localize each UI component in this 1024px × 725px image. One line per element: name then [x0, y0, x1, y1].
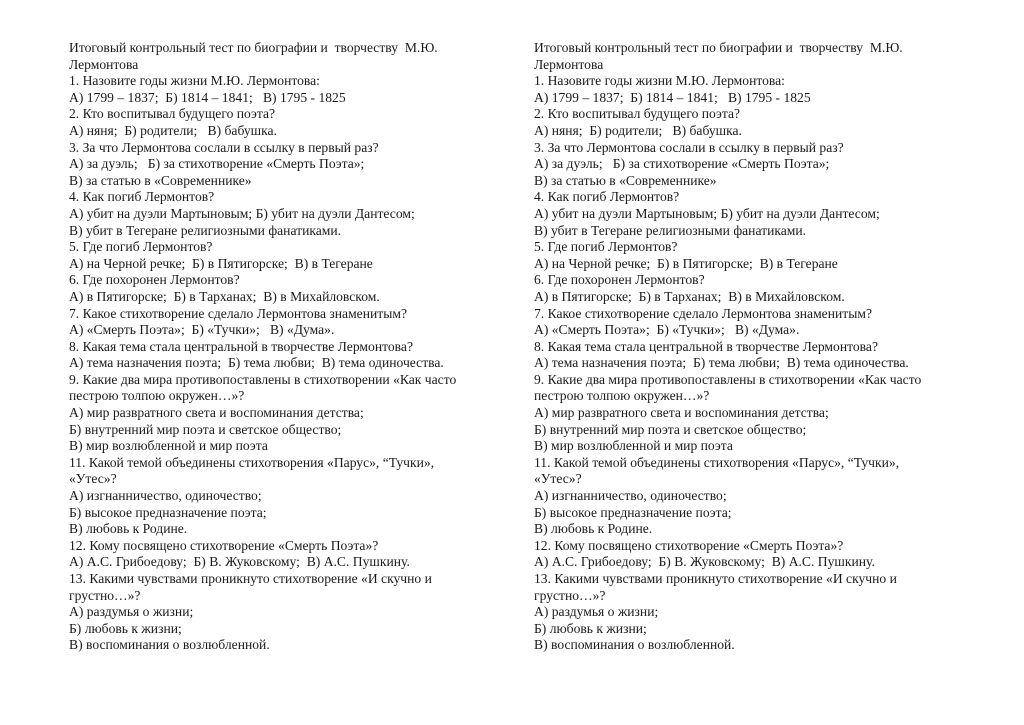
text-line: 9. Какие два мира противопоставлены в стихотворении «Как часто: [534, 371, 922, 387]
text-line: 7. Какое стихотворение сделало Лермонтова знаменитым?: [534, 305, 872, 321]
text-line: А) мир развратного света и воспоминания детства;: [69, 405, 364, 421]
text-line: А) тема назначения поэта; Б) тема любви; В) тема одиночества.: [69, 355, 444, 371]
text-line: А) изгнанничество, одиночество;: [534, 488, 727, 504]
text-line: Б) любовь к жизни;: [69, 620, 182, 636]
text-line: В) мир возлюбленной и мир поэта: [69, 438, 268, 454]
text-line: А) мир развратного света и воспоминания детства;: [534, 405, 829, 421]
test-title-line: Итоговый контрольный тест по биографии и творчеству М.Ю.: [69, 40, 438, 55]
text-line: А) за дуэль; Б) за стихотворение «Смерть Поэта»;: [534, 156, 830, 172]
text-line: 4. Как погиб Лермонтов?: [534, 189, 680, 205]
text-line: Б) высокое предназначение поэта;: [534, 504, 732, 520]
text-line: 6. Где похоронен Лермонтов?: [69, 272, 240, 288]
text-line: Лермонтова: [69, 56, 139, 72]
text-line: Б) внутренний мир поэта и светское общество;: [534, 421, 807, 437]
text-line: В) любовь к Родине.: [534, 521, 653, 537]
test-column-right: [534, 40, 974, 654]
text-line: А) раздумья о жизни;: [69, 604, 194, 620]
text-line: 3. За что Лермонтова сослали в ссылку в первый раз?: [534, 139, 844, 155]
text-line: А) в Пятигорске; Б) в Тарханах; В) в Михайловском.: [69, 288, 380, 304]
text-line: грустно…»?: [534, 587, 606, 603]
text-line: А) убит на дуэли Мартыновым; Б) убит на дуэли Дантесом;: [69, 205, 415, 221]
text-line: А) раздумья о жизни;: [534, 604, 659, 620]
text-line: 11. Какой темой объединены стихотворения «Парус», “Тучки»,: [69, 454, 435, 470]
text-line: 2. Кто воспитывал будущего поэта?: [534, 106, 741, 122]
text-line: В) любовь к Родине.: [69, 521, 188, 537]
text-line: 7. Какое стихотворение сделало Лермонтова знаменитым?: [69, 305, 407, 321]
text-line: 6. Где похоронен Лермонтов?: [534, 272, 705, 288]
text-line: 8. Какая тема стала центральной в творчестве Лермонтова?: [69, 338, 413, 354]
text-line: В) убит в Тегеране религиозными фанатиками.: [69, 222, 342, 238]
text-line: 11. Какой темой объединены стихотворения «Парус», “Тучки»,: [534, 454, 900, 470]
text-line: пестрою толпою окружен…»?: [534, 388, 710, 404]
text-line: «Утес»?: [69, 471, 117, 487]
text-line: А) 1799 – 1837; Б) 1814 – 1841; В) 1795 - 1825: [69, 89, 346, 105]
text-line: А) няня; Б) родители; В) бабушка.: [69, 122, 277, 138]
text-line: 8. Какая тема стала центральной в творчестве Лермонтова?: [534, 338, 878, 354]
text-line: А) в Пятигорске; Б) в Тарханах; В) в Михайловском.: [534, 288, 845, 304]
text-line: В) мир возлюбленной и мир поэта: [534, 438, 733, 454]
text-line: Б) любовь к жизни;: [534, 620, 647, 636]
text-line: А) А.С. Грибоедову; Б) В. Жуковскому; В) А.С. Пушкину.: [534, 554, 875, 570]
test-column-left: [69, 40, 509, 654]
text-line: В) убит в Тегеране религиозными фанатиками.: [534, 222, 807, 238]
text-line: 4. Как погиб Лермонтов?: [69, 189, 215, 205]
text-line: 9. Какие два мира противопоставлены в стихотворении «Как часто: [69, 371, 457, 387]
text-line: 12. Кому посвящено стихотворение «Смерть Поэта»?: [69, 537, 379, 553]
text-line: Б) внутренний мир поэта и светское общество;: [69, 421, 342, 437]
text-line: В) воспоминания о возлюбленной.: [69, 637, 270, 653]
text-line: А) тема назначения поэта; Б) тема любви; В) тема одиночества.: [534, 355, 909, 371]
text-line: 1. Назовите годы жизни М.Ю. Лермонтова:: [69, 73, 320, 89]
text-line: В) за статью в «Современнике»: [69, 172, 252, 188]
text-line: А) «Смерть Поэта»; Б) «Тучки»; В) «Дума».: [534, 322, 800, 338]
text-line: 13. Какими чувствами проникнуто стихотворение «И скучно и: [534, 571, 897, 586]
text-line: 1. Назовите годы жизни М.Ю. Лермонтова:: [534, 73, 785, 89]
text-line: А) няня; Б) родители; В) бабушка.: [534, 122, 742, 138]
text-line: Лермонтова: [534, 56, 604, 72]
text-line: 5. Где погиб Лермонтов?: [534, 239, 678, 255]
text-line: 3. За что Лермонтова сослали в ссылку в первый раз?: [69, 139, 379, 155]
text-line: В) воспоминания о возлюбленной.: [534, 637, 735, 653]
text-line: В) за статью в «Современнике»: [534, 172, 717, 188]
text-line: 12. Кому посвящено стихотворение «Смерть Поэта»?: [534, 537, 844, 553]
text-line: 2. Кто воспитывал будущего поэта?: [69, 106, 276, 122]
text-line: А) на Черной речке; Б) в Пятигорске; В) в Тегеране: [69, 255, 373, 271]
text-line: 13. Какими чувствами проникнуто стихотворение «И скучно и: [69, 571, 432, 586]
text-line: А) убит на дуэли Мартыновым; Б) убит на дуэли Дантесом;: [534, 205, 880, 221]
text-line: А) изгнанничество, одиночество;: [69, 488, 262, 504]
text-line: А) «Смерть Поэта»; Б) «Тучки»; В) «Дума».: [69, 322, 335, 338]
text-line: А) А.С. Грибоедову; Б) В. Жуковскому; В) А.С. Пушкину.: [69, 554, 410, 570]
text-line: «Утес»?: [534, 471, 582, 487]
text-line: Б) высокое предназначение поэта;: [69, 504, 267, 520]
test-title-line: Итоговый контрольный тест по биографии и творчеству М.Ю.: [534, 40, 903, 55]
text-line: А) на Черной речке; Б) в Пятигорске; В) в Тегеране: [534, 255, 838, 271]
text-line: 5. Где погиб Лермонтов?: [69, 239, 213, 255]
text-line: пестрою толпою окружен…»?: [69, 388, 245, 404]
text-line: А) за дуэль; Б) за стихотворение «Смерть Поэта»;: [69, 156, 365, 172]
text-line: грустно…»?: [69, 587, 141, 603]
text-line: А) 1799 – 1837; Б) 1814 – 1841; В) 1795 - 1825: [534, 89, 811, 105]
